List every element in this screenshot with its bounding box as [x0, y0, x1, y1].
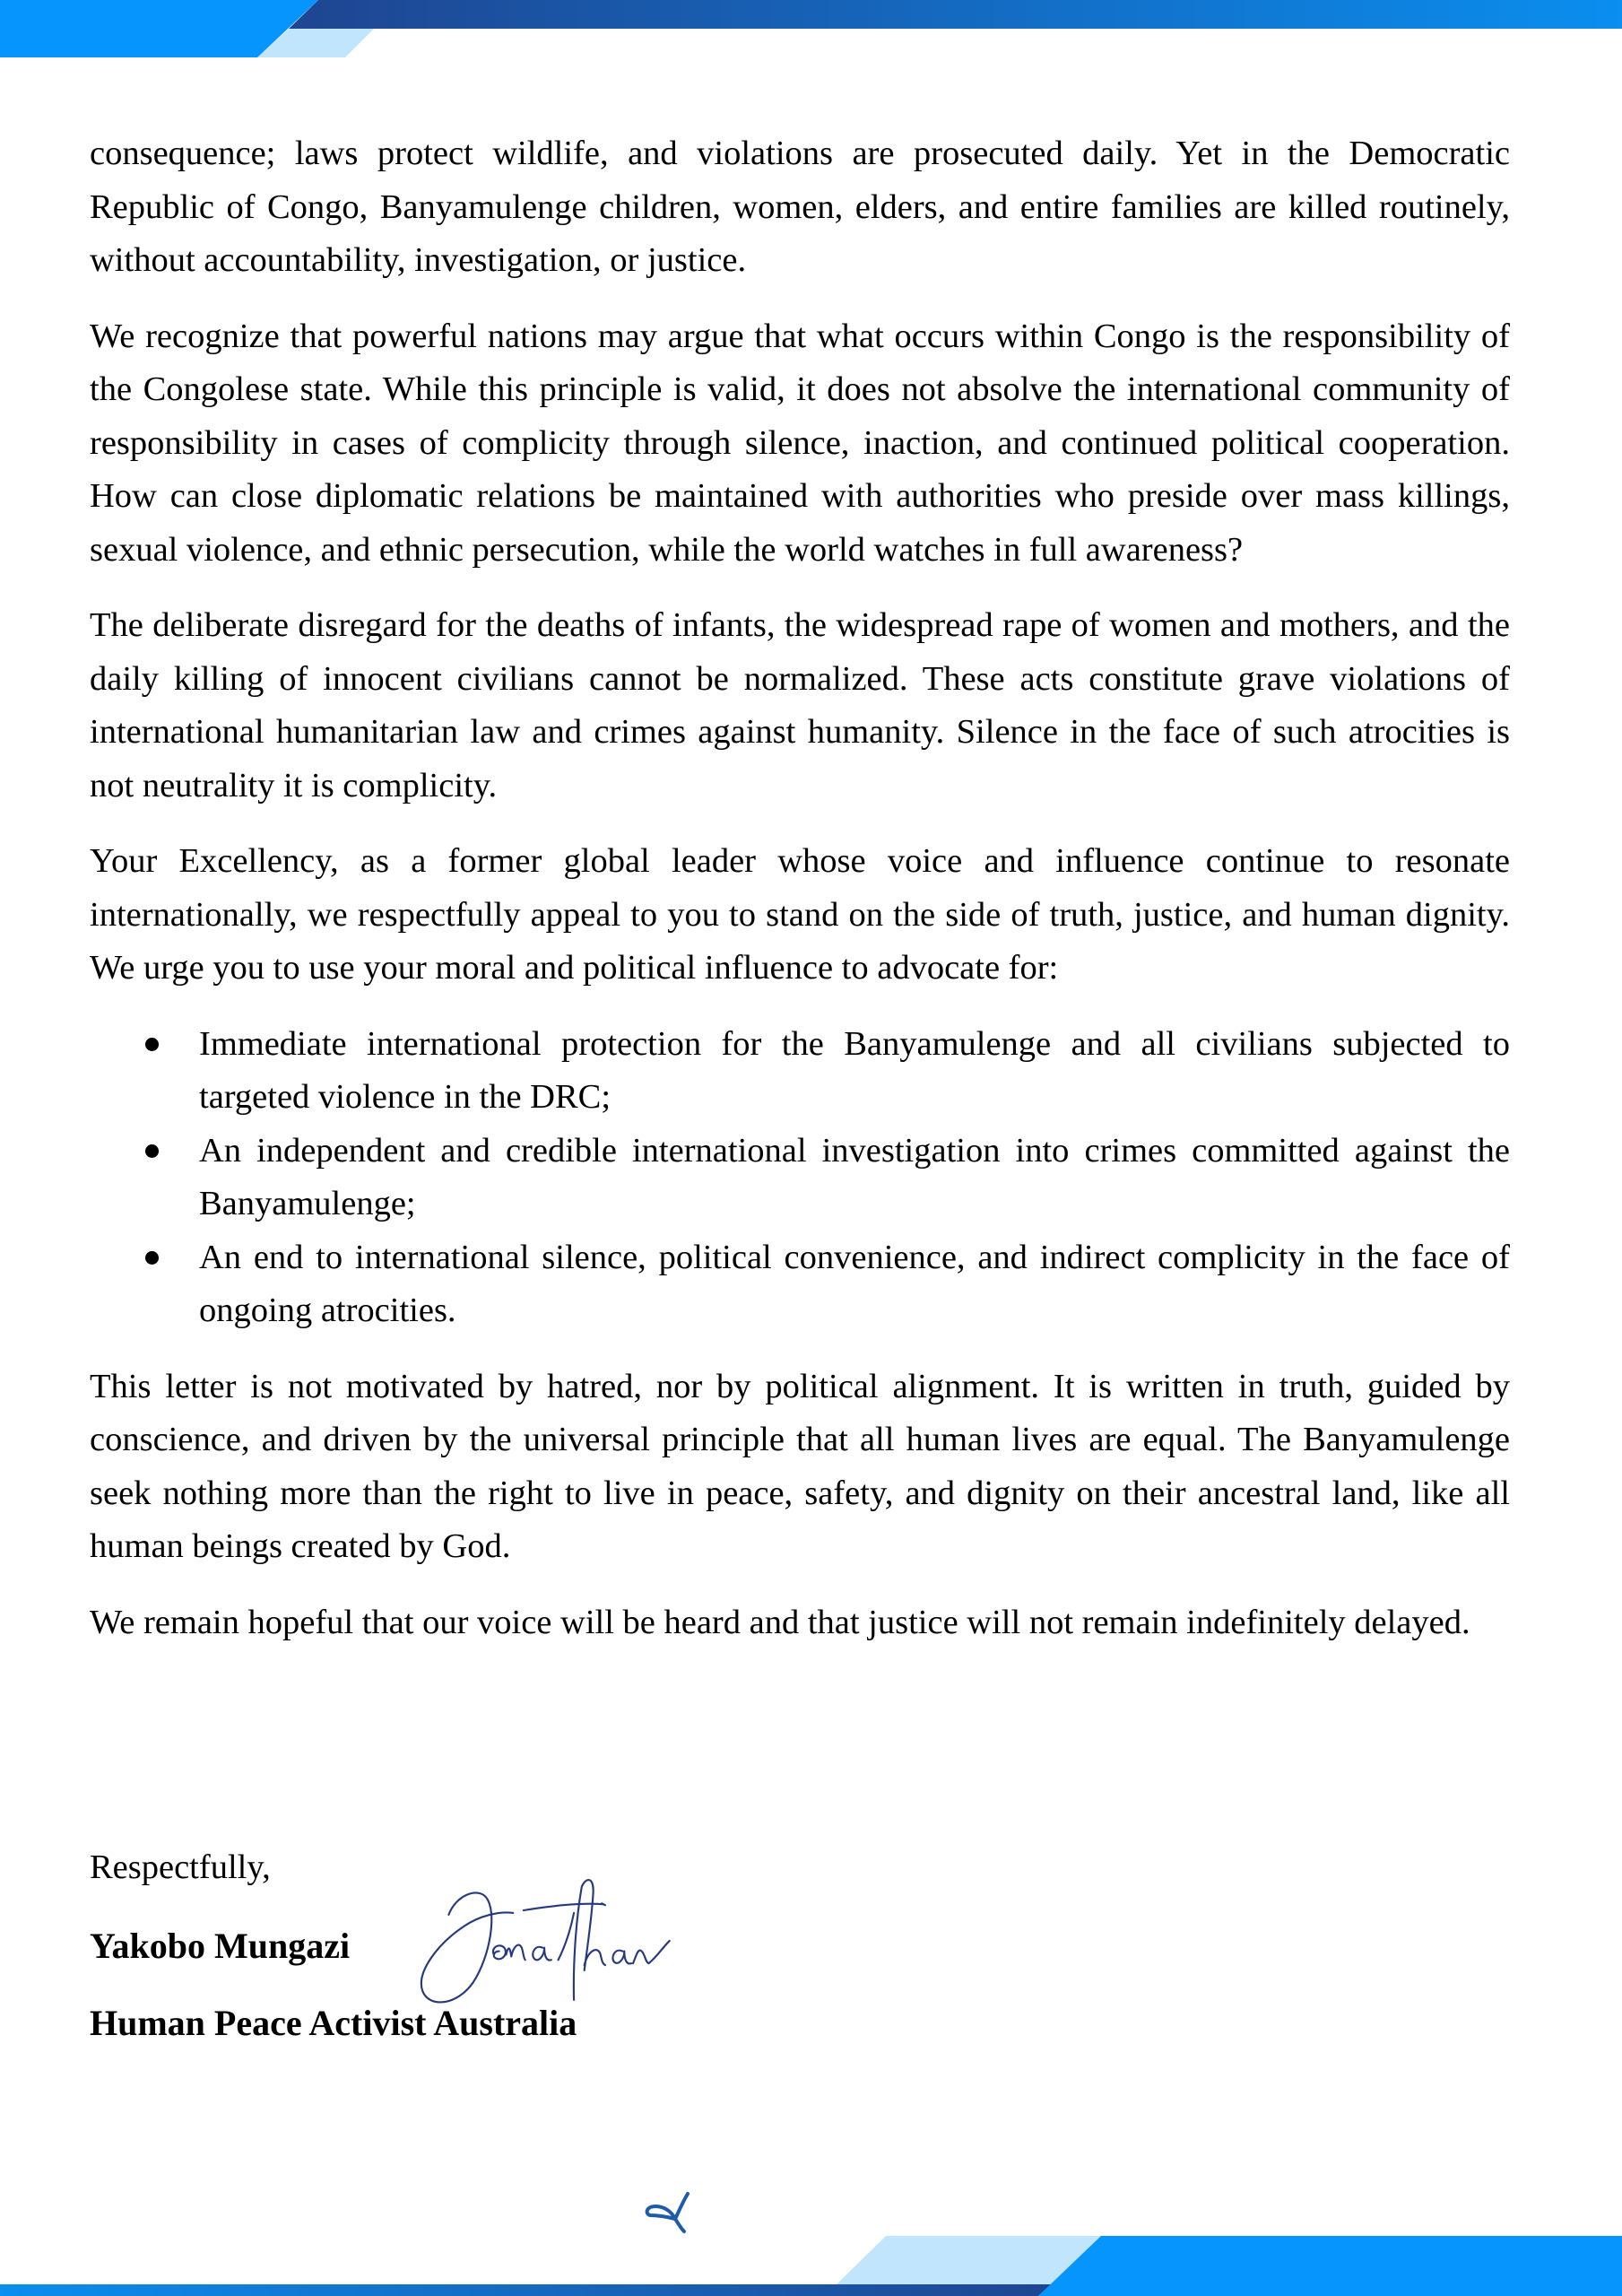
letter-body — [90, 127, 1510, 1672]
paragraph-4: Your Excellency, as a former global leader whose voice and influence continue to resonate internationally, we respectfully appeal to you to stand on the side of truth, justice, and human dignity. We urge you to use your moral and political influence to advocate for: — [90, 842, 1510, 987]
advocacy-list — [90, 1018, 1510, 1338]
list-item-text: Immediate international protection for the Banyamulenge and all civilians subjected to targeted violence in the DRC; — [199, 1024, 1510, 1116]
bullet-dot-icon — [145, 1038, 159, 1051]
paragraph-5: This letter is not motivated by hatred, nor by political alignment. It is written in truth, guided by conscience, and driven by the universal principle that all human lives are equal. The Banyamulenge seek nothing more than the right to live in peace, safety, and dignity on their ancestral land, like all human beings created by God. — [90, 1367, 1510, 1565]
paragraph-1: consequence; laws protect wildlife, and violations are prosecuted daily. Yet in the Democratic Republic of Congo, Banyamulenge children, women, elders, and entire families are killed routinely, without accountability, investigation, or justice. — [90, 135, 1510, 279]
ink-mark-icon — [641, 2187, 695, 2237]
list-item-text: An independent and credible international investigation into crimes committed against the Banyamulenge; — [199, 1131, 1510, 1222]
paragraph-6: We remain hopeful that our voice will be heard and that justice will not remain indefinitely delayed. — [90, 1603, 1470, 1641]
paragraph-3: The deliberate disregard for the deaths of infants, the widespread rape of women and mothers, and the daily killing of innocent civilians cannot be normalized. These acts constitute grave violations of international humanitarian law and crimes against humanity. Silence in the face of such atrocities is not neutrality it is complicity. — [90, 606, 1510, 804]
top-banner-icon — [0, 0, 1622, 59]
sign-off: Respectfully, — [90, 1848, 271, 1886]
list-item — [90, 1231, 1510, 1338]
signatory-organization: Human Peace Activist Australia — [90, 2003, 577, 2043]
list-item — [90, 1018, 1510, 1125]
list-item-text: An end to international silence, political convenience, and indirect complicity in the face of ongoing atrocities. — [199, 1238, 1510, 1329]
signature-icon — [403, 1858, 690, 2020]
paragraph-2: We recognize that powerful nations may argue that what occurs within Congo is the responsibility of the Congolese state. While this principle is valid, it does not absolve the international community of responsibility in cases of complicity through silence, inaction, and continued political cooperation. How can close diplomatic relations be maintained with authorities who preside over mass killings, sexual violence, and ethnic persecution, while the world watches in full awareness? — [90, 317, 1510, 569]
bottom-banner-icon — [0, 2231, 1622, 2296]
signatory-name: Yakobo Mungazi — [90, 1926, 351, 1966]
bullet-dot-icon — [145, 1144, 159, 1158]
list-item — [90, 1125, 1510, 1231]
bullet-dot-icon — [145, 1251, 159, 1265]
